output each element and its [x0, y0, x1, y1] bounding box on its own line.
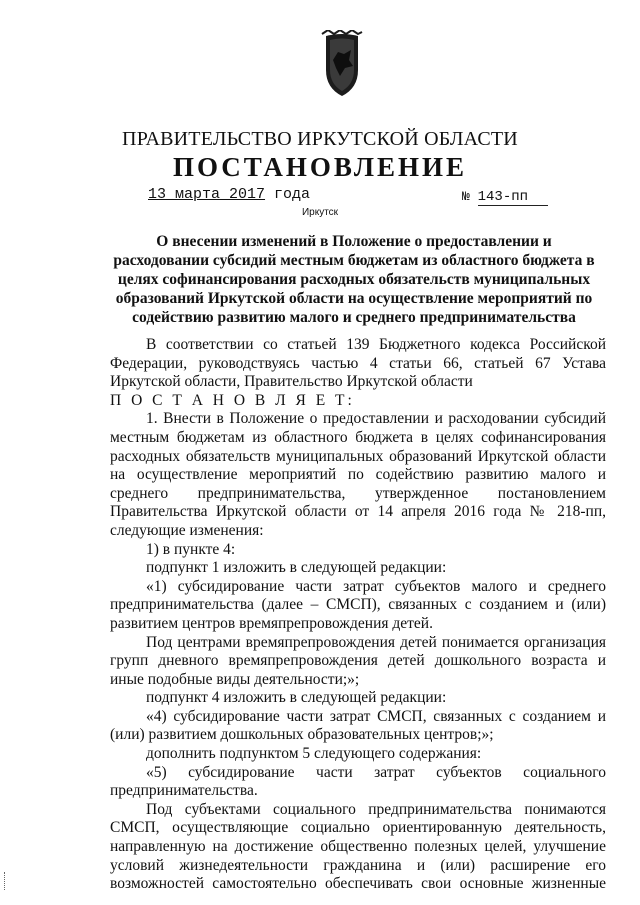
- coat-of-arms-emblem: [318, 30, 366, 98]
- number-prefix: №: [462, 189, 470, 204]
- number-value: 143-пп: [478, 189, 548, 206]
- preamble-paragraph: В соответствии со статьей 139 Бюджетного кодекса Российской Федерации, руководствуясь частью 4 статьи 66, статьей 67 Устава Иркутской области, Правительство Иркутской области: [110, 336, 606, 391]
- body-paragraph: 1. Внести в Положение о предоставлении и расходовании субсидий местным бюджетам из областного бюджета в целях софинансирования расходных обязательств муниципальных образований Иркутской области на осуществление мероприятий по содействию развитию малого и среднего предпринимательства, утвержденное постановлением Правительства Иркутской области от 14 апреля 2016 года № 218-пп, следующие изменения:: [110, 410, 606, 539]
- body-paragraph: «4) субсидирование части затрат СМСП, связанных с созданием и (или) развитием дошкольных образовательных центров;»;: [110, 707, 606, 744]
- date-value: 13 марта 2017: [148, 186, 266, 203]
- city-name: Иркутск: [301, 207, 339, 218]
- body-paragraph: подпункт 4 изложить в следующей редакции:: [146, 689, 447, 707]
- document-title: О внесении изменений в Положение о предоставлении и расходовании субсидий местным бюджетам из областного бюджета в целях софинансирования расходных обязательств муниципальных образований Иркутской области на осуществление мероприятий по содействию развитию малого и среднего предпринимательства: [113, 233, 595, 326]
- body-paragraph: подпункт 1 изложить в следующей редакции:: [146, 559, 447, 577]
- document-date: [148, 186, 310, 203]
- body-paragraph: «1) субсидирование части затрат субъектов малого и среднего предпринимательства (далее – СМСП), связанных с созданием и (или) развитием центров времяпрепровождения детей.: [110, 577, 606, 632]
- body-paragraph: Под центрами времяпрепровождения детей понимается организация групп дневного времяпрепровождения детей дошкольного возраста и иные подобные виды деятельности;»;: [110, 633, 606, 688]
- document-type: ПОСТАНОВЛЕНИЕ: [172, 152, 468, 182]
- body-paragraph: 1) в пункте 4:: [146, 540, 236, 558]
- document-body: [110, 336, 606, 894]
- body-paragraph: «5) субсидирование части затрат субъектов социального предпринимательства.: [110, 763, 606, 800]
- resolves-heading: П О С Т А Н О В Л Я Е Т:: [110, 391, 355, 409]
- document-number: [462, 189, 548, 206]
- scan-margin-mark: [4, 872, 7, 890]
- date-suffix: года: [274, 186, 311, 203]
- body-paragraph: дополнить подпунктом 5 следующего содержания:: [146, 745, 482, 763]
- organization-name: ПРАВИТЕЛЬСТВО ИРКУТСКОЙ ОБЛАСТИ: [122, 128, 518, 150]
- body-paragraph: Под субъектами социального предпринимательства понимаются СМСП, осуществляющие социально ориентированную деятельность, направленную на достижение общественно полезных целей, улучшение условий жизнедеятельности гражданина и (или) расширение его возможностей самостоятельно обеспечивать свои основные жизненные: [110, 800, 606, 893]
